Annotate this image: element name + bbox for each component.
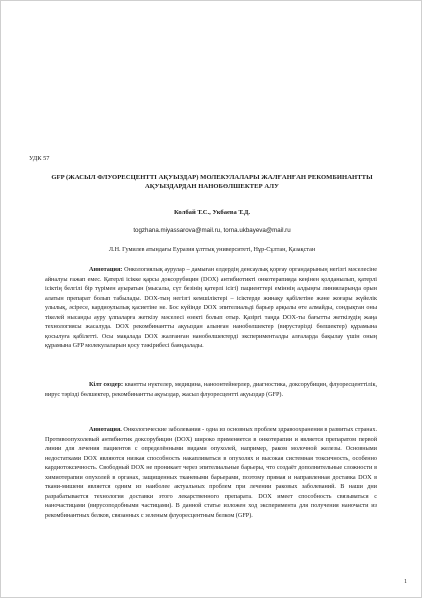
keywords-kazakh: [45, 380, 377, 399]
affiliation: Л.Н. Гумилев атындағы Еуразия ұлттық университеті, Нұр-Сұлтан, Қазақстан: [108, 246, 316, 253]
abstract-kazakh-text: Онкологиялық аурулар – дамыған елдердің денсаулық қорғау органдарының негізгі мәселесіне айналуы ғажап емес. Қатерлі ісікке қарсы доксорубицин (DOX) антибиотикті онкотерапияда кеңінен қолданылып, қатерлі ісіктің белгілі бір түрімен ауыратын (мысалы, сүт безінің қатерлі ісігі) пациенттері еміннің алдыңғы линияларында орын алатын препарат болып табылады. DOX-тың негізгі кемшіліктері – ісіктерде жинақу қабілетіне және жоғары жүйелік улылық, әсіресе, кардиоулылық қасиетіне не. Бос күйінде DOX эпителиальді барьер арқылы өте алмайды, сондықтан оны тікелей нысанды ауру ұлпаларға жеткізу мәселесі өзекті болып отыр. Қазіргі таңда DOX-ты бағытты жеткізудің жаңа технологиясы жасалуда. DOX рекомбинантты ақуыздан алынған нанобөлшектер (вирустәрізді бөлшектер) құрамына қосылуға қабілетті. Осы мақалада DOX жалғанған нанобөлшектерді эксперименталды алғаларда бақылау үшін оның құрамына GFP молекулаларын қосу тәжірибесі баяндалады.: [45, 266, 377, 350]
keywords-kazakh-label: Кілт сөздер:: [89, 381, 124, 388]
abstract-kazakh-label: Аннотация:: [89, 266, 123, 273]
abstract-kazakh: [45, 265, 377, 351]
author-emails[interactable]: togzhana.miyassarova@mail.ru, torna.ukbayeva@mail.ru: [133, 227, 291, 234]
udk-code: УДК 57: [29, 155, 50, 162]
page-number: 1: [404, 579, 407, 585]
article-title: GFP (ЖАСЫЛ ФЛУОРЕСЦЕНТТІ АҚУЫЗДАР) МОЛЕКУЛАЛАРЫ ЖАЛҒАНҒАН РЕКОМБИНАНТТЫ АҚУЫЗДАРДАН НАНОБӨЛШЕКТЕР АЛУ: [51, 174, 373, 190]
keywords-kazakh-text: квантты нүктелер, медицина, наноонтейнерлер, диагностика, доксорубицин, флуоресценттілік, вирус тәрізді бөлшектер, рекомбинантты ақуыздар, жасыл флуоресцентті ақуыздар (GFP).: [45, 381, 378, 398]
authors: Колбай Т.С., Укбаева Т.Д.: [173, 209, 251, 216]
abstract-russian-label: Аннотация.: [89, 426, 122, 433]
abstract-russian-text: Онкологические заболевания - одна из основных проблем здравоохранения в развитых странах. Противоопухолевый антибиотик доксорубицин (DOX) широко применяется в онкотерапии и является препаратом первой линии для лечения пациентов с определёнными видами опухолей, например, раком молочной железы. Основными недостатками DOX являются низкая способность накапливаться в опухолях и высокая системная токсичность, особенно кардиотоксичность. Свободный DOX не проникает через эпителиальные барьеры, что создаёт дополнительные сложности в химиотерапии опухолей в органах, защищенных тканевыми барьерами, поэтому прямая и направленная доставка DOX в ткани-мишени является одним из наиболее актуальных проблем при лечении раковых заболеваний. В наши дни разрабатывается технология доставки этого лекарственного препарата. DOX имеет способность связываться с наночастицами (вирусоподобными частицами). В данной статье изложен ход эксперимента для получения наночасти из рекомбинантных белков, связанных с зеленым флуоресцентным белком (GFP).: [45, 426, 377, 519]
abstract-russian: [45, 425, 377, 520]
